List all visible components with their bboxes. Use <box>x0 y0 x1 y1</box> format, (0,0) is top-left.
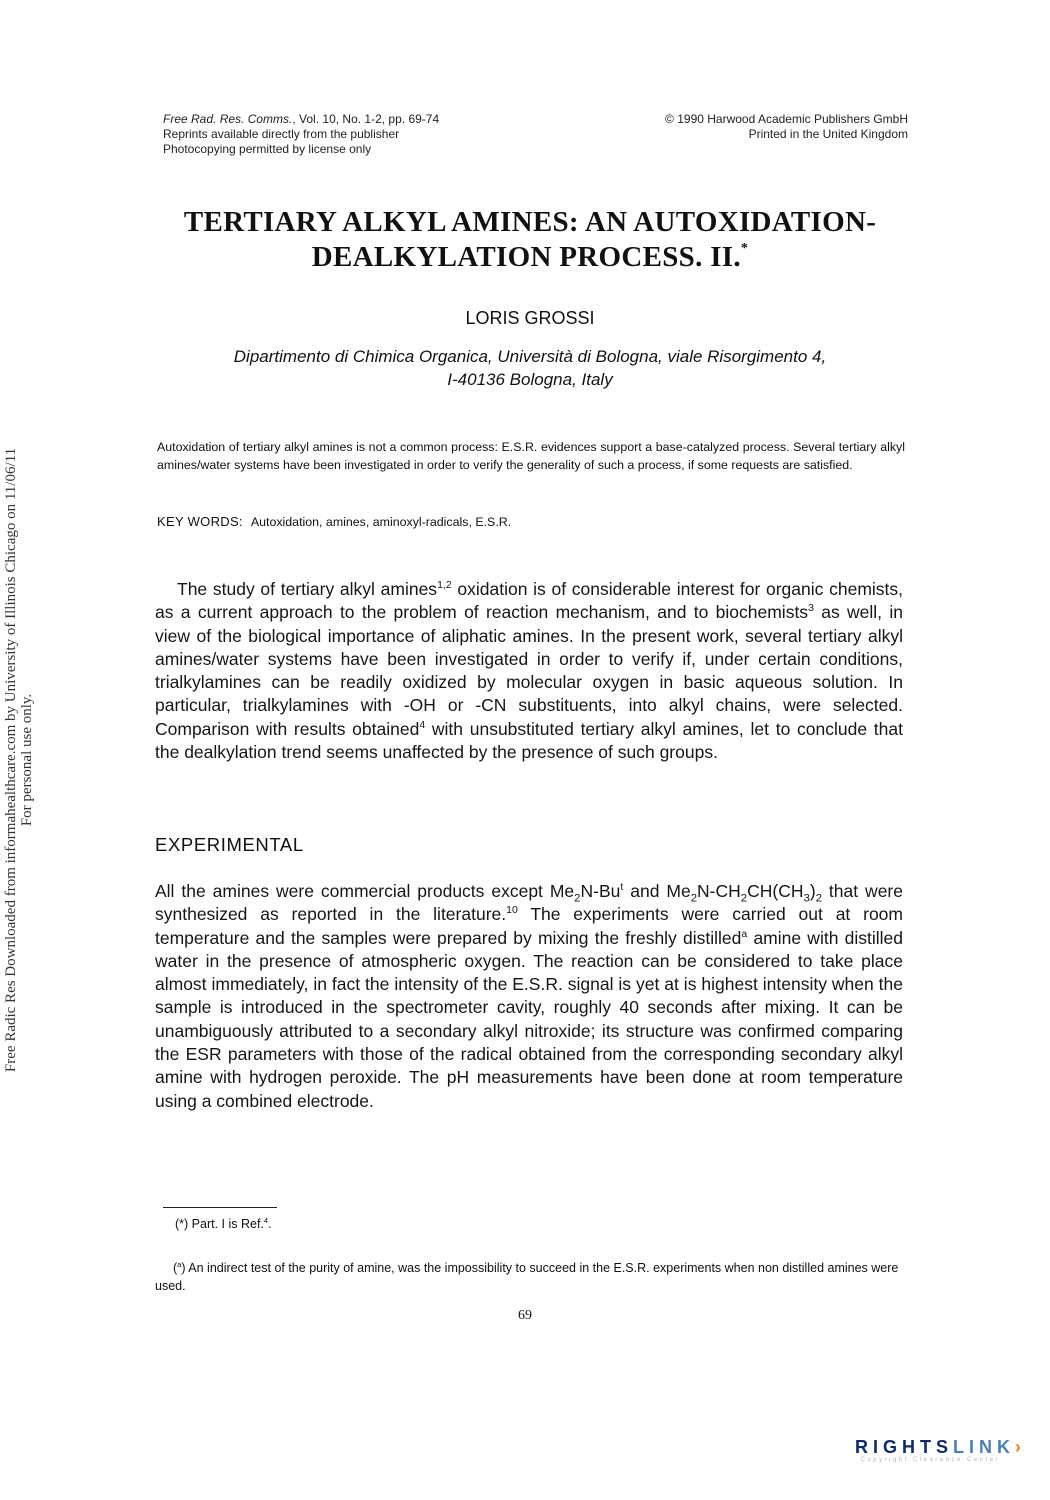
footnote-ref: a <box>741 927 748 940</box>
copyright-note: © 1990 Harwood Academic Publishers GmbH <box>665 112 908 126</box>
logo-tagline: Copyright Clearance Center <box>860 1457 1000 1463</box>
running-header-right <box>588 112 908 142</box>
keywords-value: Autoxidation, amines, aminoxyl-radicals, E.S.R. <box>250 515 512 529</box>
footnote-text: (*) Part. I is Ref. <box>175 1217 264 1231</box>
section-heading-experimental: EXPERIMENTAL <box>155 834 304 855</box>
title-line-2 <box>120 240 940 275</box>
intro-text: with unsubstituted tertiary alkyl amines, let to conclude that the dealkylation trend seems unaffected by the presence of such groups. <box>155 718 903 763</box>
watermark-line-1: Free Radic Res Downloaded from informahealthcare.com by University of Illinois Chicago on 11/06/11 <box>3 447 19 1073</box>
subscript: 3 <box>803 892 810 905</box>
author-name: LORIS GROSSI <box>465 308 595 328</box>
exp-text: ) <box>809 881 816 901</box>
author-affiliation <box>150 345 910 391</box>
logo-text-rights: RIGHTS <box>854 1437 953 1457</box>
article-title <box>120 205 940 275</box>
intro-text: oxidation is of considerable interest for organic chemists, as a current approach to the problem of reaction mechanism, and to biochemists <box>155 579 904 623</box>
experimental-paragraph <box>155 880 903 1113</box>
printed-note: Printed in the United Kingdom <box>748 127 908 141</box>
affiliation-line-1: Dipartimento di Chimica Organica, Università di Bologna, viale Risorgimento 4, <box>233 347 827 366</box>
exp-text: that were synthesized as reported in the literature. <box>155 881 903 925</box>
footnote-text: . <box>268 1217 272 1231</box>
chevron-right-icon: › <box>1015 1437 1026 1457</box>
rightslink-logo[interactable] <box>796 1437 1026 1463</box>
citation-ref: 4 <box>419 718 426 731</box>
footnote-mark: a <box>177 1259 182 1269</box>
title-line-2-text: DEALKYLATION PROCESS. II. <box>311 241 741 273</box>
title-line-1: TERTIARY ALKYL AMINES: AN AUTOXIDATION- <box>183 206 877 238</box>
photocopy-note: Photocopying permitted by license only <box>163 142 372 156</box>
page-number: 69 <box>518 1308 532 1323</box>
intro-text: as well, in view of the biological importance of aliphatic amines. In the present work, several tertiary alkyl amines/water systems have been investigated in order to verify if, under certain conditions, trialkylamines can be readily oxidized by molecular oxygen in basic aqueous solution. In particular, trialkylamines with -OH or -CN substituents, into alkyl chains, were selected. Comparison with results obtained <box>155 602 903 739</box>
download-watermark <box>3 430 35 1090</box>
footnote-rule <box>163 1207 277 1208</box>
journal-name: Free Rad. Res. Comms. <box>163 112 293 126</box>
logo-text-link: LINK <box>953 1437 1015 1457</box>
subscript: 2 <box>815 892 822 905</box>
running-header-left <box>163 112 543 157</box>
subscript: 2 <box>740 892 748 905</box>
footnote-1 <box>175 1215 272 1233</box>
exp-text: The experiments were carried out at room temperature and the samples were prepared by mixing the freshly distilled <box>155 904 903 948</box>
subscript: 2 <box>690 892 698 905</box>
abstract: Autoxidation of tertiary alkyl amines is not a common process: E.S.R. evidences support a base-catalyzed process. Several tertiary alkyl amines/water systems have been investigated in order to verify the generality of such a process, if some requests are satisfied. <box>157 440 905 472</box>
intro-paragraph <box>155 578 903 764</box>
affiliation-line-2: I-40136 Bologna, Italy <box>447 370 613 389</box>
citation-ref: 1,2 <box>437 579 452 592</box>
exp-text: N-Bu <box>580 881 621 901</box>
exp-text: N-CH <box>697 881 741 901</box>
exp-text: amine with distilled water in the presence of atmospheric oxygen. The reaction can be considered to take place almost immediately, in fact the intensity of the E.S.R. signal is yet at is highest intensity when the sample is introduced in the spectrometer cavity, roughly 40 seconds after mixing. It can be unambiguously attributed to a secondary alkyl nitroxide; its structure was confirmed comparing the ESR parameters with those of the radical obtained from the corresponding secondary alkyl amine with hydrogen peroxide. The pH measurements have been done at room temperature using a combined electrode. <box>155 927 904 1111</box>
exp-text: and Me <box>623 881 691 901</box>
title-footnote-mark: * <box>740 241 749 256</box>
footnote-text: ) An indirect test of the purity of amine, was the impossibility to succeed in the E.S.R. experiments when non distilled amines were used. <box>155 1261 899 1293</box>
reprints-note: Reprints available directly from the publisher <box>163 127 400 141</box>
intro-text: The study of tertiary alkyl amines <box>177 579 438 599</box>
keywords-label: KEY WORDS: <box>157 514 243 529</box>
citation-ref: 3 <box>808 602 814 615</box>
superscript: t <box>620 881 624 894</box>
citation-ref: 4 <box>263 1215 269 1225</box>
footnote-2 <box>155 1259 903 1295</box>
citation-ref: 10 <box>506 904 518 917</box>
rightslink-wordmark <box>796 1437 1026 1458</box>
footnote-text: ( <box>173 1261 178 1275</box>
journal-citation <box>163 112 543 127</box>
keywords <box>157 514 905 529</box>
exp-text: All the amines were commercial products except Me <box>155 881 575 901</box>
volume-info: , Vol. 10, No. 1-2, pp. 69-74 <box>292 112 440 126</box>
subscript: 2 <box>574 892 581 905</box>
exp-text: CH(CH <box>747 881 804 901</box>
watermark-line-2: For personal use only. <box>19 693 35 827</box>
